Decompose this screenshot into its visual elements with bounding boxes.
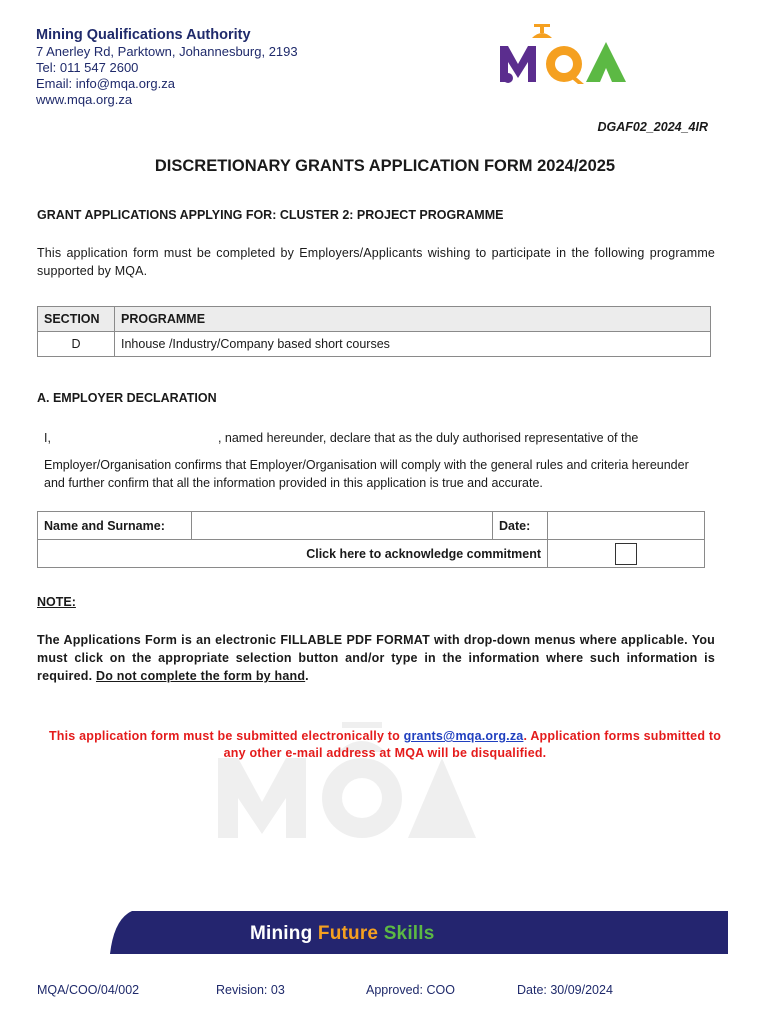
banner-word-future: Future — [317, 923, 379, 944]
date-label: Date: — [493, 512, 548, 540]
grant-subheading: GRANT APPLICATIONS APPLYING FOR: CLUSTER 2: PROJECT PROGRAMME — [37, 208, 504, 222]
warning-text-start: This application form must be submitted electronically to — [48, 729, 404, 743]
table-header-row — [38, 307, 711, 332]
date-field[interactable] — [548, 512, 705, 540]
column-header-section: SECTION — [38, 307, 115, 332]
note-emphasis: Do not complete the form by hand — [95, 669, 306, 683]
org-address: 7 Anerley Rd, Parktown, Johannesburg, 2193 — [36, 44, 298, 59]
section-cell: D — [38, 332, 115, 357]
note-emphasis-end: . — [305, 669, 309, 683]
warning-text-end: . Application forms submitted to any other e-mail address at MQA will be disqualified. — [223, 729, 722, 760]
mqa-logo — [496, 20, 632, 88]
programme-table — [37, 306, 711, 357]
footer-date: Date: 30/09/2024 — [517, 983, 613, 997]
acknowledge-cell — [548, 540, 705, 568]
declaration-line — [44, 431, 638, 445]
acknowledge-row — [38, 540, 705, 568]
note-body — [37, 631, 715, 685]
declaration-body: Employer/Organisation confirms that Employer/Organisation will comply with the general rules and criteria hereunder and further confirm that all the information provided in this application is true and accurate. — [44, 458, 689, 490]
signature-row — [38, 512, 705, 540]
org-tel: Tel: 011 547 2600 — [36, 60, 139, 75]
note-text: The Applications Form is an electronic FILLABLE PDF FORMAT with drop-down menus where applicable. You must click on the appropriate selection button and/or type in the information where such information is required. — [37, 633, 715, 683]
banner-slogan — [250, 923, 435, 945]
signature-table — [37, 511, 705, 568]
org-email: Email: info@mqa.org.za — [36, 76, 175, 91]
banner-word-skills: Skills — [383, 923, 435, 944]
column-header-programme: PROGRAMME — [115, 307, 711, 332]
declaration-end: , named hereunder, declare that as the duly authorised representative of the — [217, 431, 639, 445]
section-a-heading: A. EMPLOYER DECLARATION — [37, 391, 217, 405]
document-reference: DGAF02_2024_4IR — [597, 120, 708, 134]
grants-email-link[interactable]: grants@mqa.org.za — [403, 729, 524, 743]
name-surname-field[interactable] — [192, 512, 493, 540]
declaration-start: I, — [44, 431, 51, 445]
acknowledge-checkbox[interactable] — [615, 543, 637, 565]
intro-paragraph: This application form must be completed by Employers/Applicants wishing to participate in the following programme supported by MQA. — [37, 246, 715, 278]
footer-approved: Approved: COO — [366, 983, 455, 997]
programme-cell: Inhouse /Industry/Company based short courses — [115, 332, 711, 357]
banner-word-mining: Mining — [250, 923, 313, 944]
org-website: www.mqa.org.za — [36, 92, 133, 107]
note-heading: NOTE: — [37, 595, 76, 609]
submission-warning — [37, 728, 733, 762]
footer-code: MQA/COO/04/002 — [37, 983, 140, 997]
name-surname-label: Name and Surname: — [38, 512, 192, 540]
footer-revision: Revision: 03 — [216, 983, 285, 997]
table-row — [38, 332, 711, 357]
org-name: Mining Qualifications Authority — [36, 27, 251, 43]
acknowledge-label: Click here to acknowledge commitment — [38, 540, 548, 568]
form-title: DISCRETIONARY GRANTS APPLICATION FORM 2024/2025 — [154, 157, 616, 175]
